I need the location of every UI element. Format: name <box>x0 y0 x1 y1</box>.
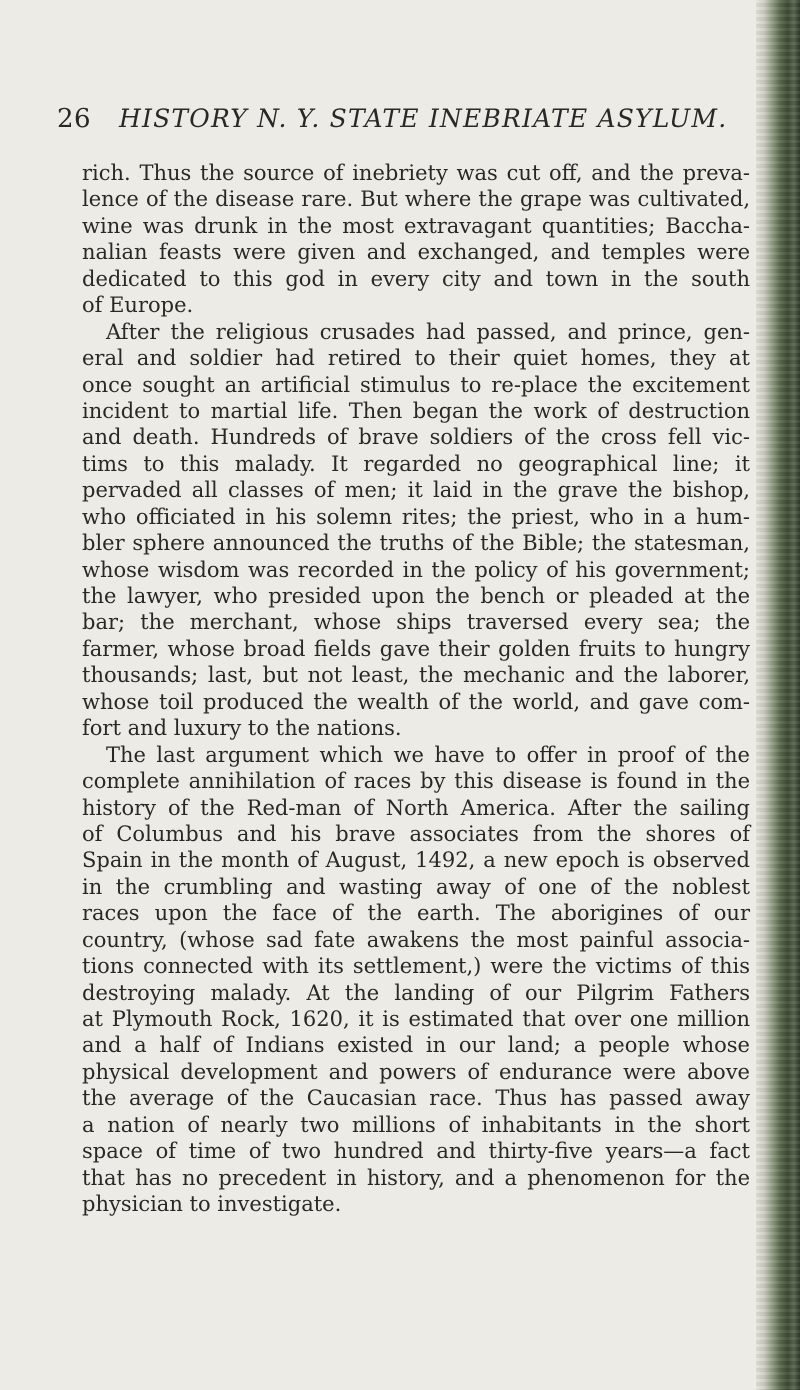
text-line: of Columbus and his brave associates from the shores of <box>82 821 750 846</box>
text-line: in the crumbling and wasting away of one of the noblest <box>82 874 750 899</box>
text-line: complete annihilation of races by this disease is found in the <box>82 769 750 794</box>
paragraph <box>82 160 750 319</box>
text-line: tims to this malady. It regarded no geographical line; it <box>82 451 750 476</box>
running-title: HISTORY N. Y. STATE INEBRIATE ASYLUM. <box>119 104 728 133</box>
paragraph <box>82 742 750 1218</box>
page-number: 26 <box>57 104 92 134</box>
text-line: bar; the merchant, whose ships traversed every sea; the <box>82 610 750 635</box>
text-line: dedicated to this god in every city and town in the south <box>82 266 750 291</box>
text-line: at Plymouth Rock, 1620, it is estimated that over one million <box>82 1007 750 1031</box>
text-line: The last argument which we have to offer in proof of the <box>106 742 750 767</box>
page-edge <box>756 0 800 1390</box>
text-line: that has no precedent in history, and a phenomenon for the <box>82 1165 750 1190</box>
text-line: pervaded all classes of men; it laid in the grave the bishop, <box>82 478 750 503</box>
text-line: physician to investigate. <box>82 1192 342 1217</box>
text-line: lence of the disease rare. But where the grape was cultivated, <box>82 187 750 212</box>
text-line: thousands; last, but not least, the mechanic and the laborer, <box>82 663 750 688</box>
text-line: history of the Red-man of North America. After the sailing <box>82 795 750 820</box>
text-line: physical development and powers of endurance were above <box>82 1059 750 1084</box>
text-line: destroying malady. At the landing of our Pilgrim Fathers <box>82 980 750 1005</box>
text-line: tions connected with its settlement,) were the victims of this <box>82 954 750 979</box>
text-line: space of time of two hundred and thirty-five years—a fact <box>82 1139 750 1164</box>
running-head <box>57 104 757 140</box>
paragraph <box>82 319 750 742</box>
text-line: whose wisdom was recorded in the policy of his government; <box>82 557 750 582</box>
text-line: wine was drunk in the most extravagant quantities; Baccha- <box>82 213 750 238</box>
text-line: and a half of Indians existed in our land; a people whose <box>82 1033 750 1058</box>
text-line: of Europe. <box>82 293 194 318</box>
text-line: incident to martial life. Then began the work of destruction <box>82 398 750 423</box>
text-line: who officiated in his solemn rites; the priest, who in a hum- <box>82 504 750 529</box>
text-line: Spain in the month of August, 1492, a new epoch is observed <box>82 848 750 873</box>
text-line: country, (whose sad fate awakens the most painful associa- <box>82 927 750 952</box>
text-line: After the religious crusades had passed, and prince, gen- <box>106 319 750 344</box>
text-line: races upon the face of the earth. The aborigines of our <box>82 901 750 926</box>
text-line: once sought an artificial stimulus to re-place the excitement <box>82 372 750 397</box>
text-line: the lawyer, who presided upon the bench or pleaded at the <box>82 584 750 608</box>
text-line: eral and soldier had retired to their quiet homes, they at <box>82 346 750 371</box>
text-line: the average of the Caucasian race. Thus has passed away <box>82 1086 750 1111</box>
text-line: nalian feasts were given and exchanged, and temples were <box>82 240 750 265</box>
body-text <box>82 160 750 1340</box>
text-line: a nation of nearly two millions of inhabitants in the short <box>82 1112 750 1137</box>
text-line: fort and luxury to the nations. <box>82 716 402 741</box>
text-line: whose toil produced the wealth of the world, and gave com- <box>82 689 750 714</box>
text-line: farmer, whose broad fields gave their golden fruits to hungry <box>82 636 750 661</box>
text-line: rich. Thus the source of inebriety was cut off, and the preva- <box>82 161 750 185</box>
text-line: bler sphere announced the truths of the Bible; the statesman, <box>82 531 750 556</box>
text-line: and death. Hundreds of brave soldiers of the cross fell vic- <box>82 425 750 450</box>
